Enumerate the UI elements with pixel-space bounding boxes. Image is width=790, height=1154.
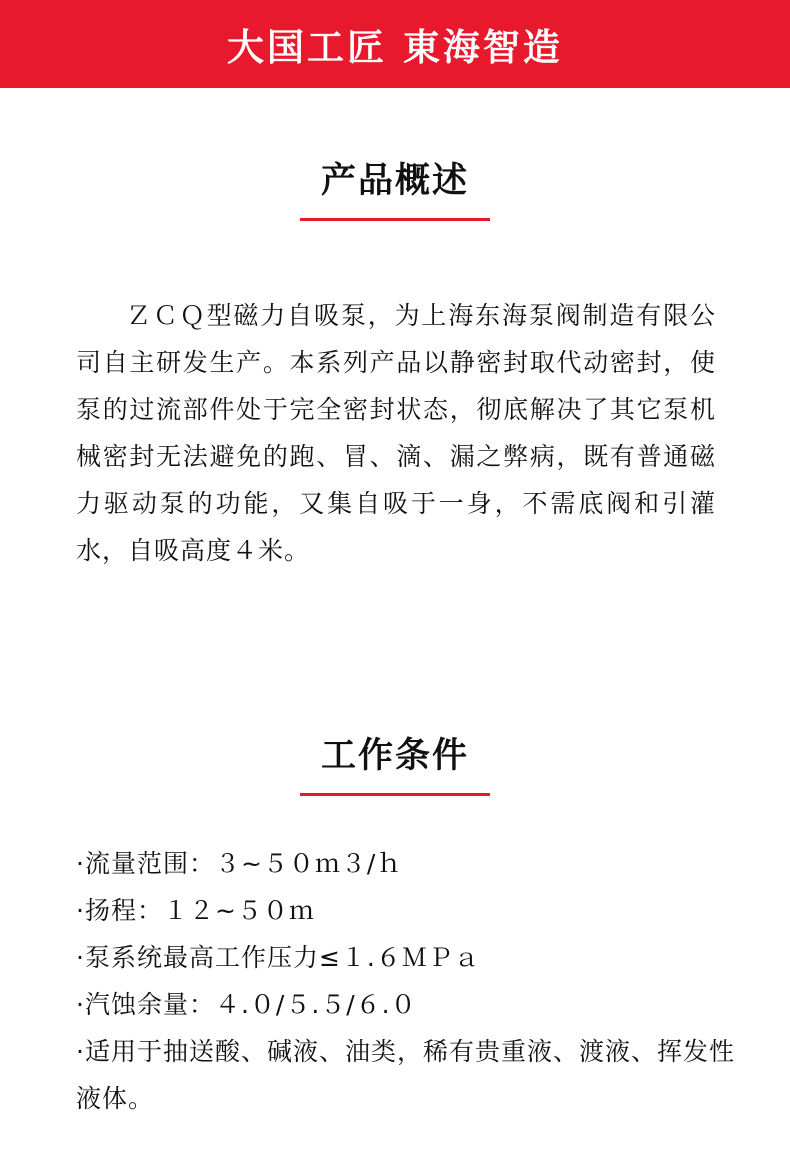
list-item: ·泵系统最高工作压力≤１.６ＭＰａ [76, 943, 480, 972]
title-underline-rule [300, 218, 490, 221]
section-heading-overview [0, 160, 790, 221]
section-title-text: 工作条件 [320, 736, 469, 776]
overview-paragraph: ＺＣＱ型磁力自吸泵，为上海东海泵阀制造有限公司自主研发生产。本系列产品以静密封取代动密封，使泵的过流部件处于完全密封状态，彻底解决了其它泵机械密封无法避免的跑、冒、滴、漏之弊病，既有普通磁力驱动泵的功能，又集自吸于一身，不需底阀和引灌水，自吸高度４米。 [76, 301, 716, 565]
list-item: ·流量范围：３~５０ｍ３/ｈ [76, 849, 403, 878]
banner-title: 大国工匠 東海智造 [227, 26, 563, 69]
title-underline-rule [300, 793, 490, 796]
section-working-conditions [0, 735, 790, 796]
top-banner [0, 0, 790, 88]
section-title-text: 产品概述 [320, 161, 469, 201]
section-product-overview [0, 160, 790, 221]
list-item: ·扬程：１２~５０ｍ [76, 896, 315, 925]
list-item: ·适用于抽送酸、碱液、油类，稀有贵重液、渡液、挥发性液体。 [76, 1037, 735, 1113]
working-conditions-list [76, 840, 736, 1122]
section-heading-conditions [0, 735, 790, 796]
list-item: ·汽蚀余量：４.０/５.５/６.０ [76, 990, 417, 1019]
